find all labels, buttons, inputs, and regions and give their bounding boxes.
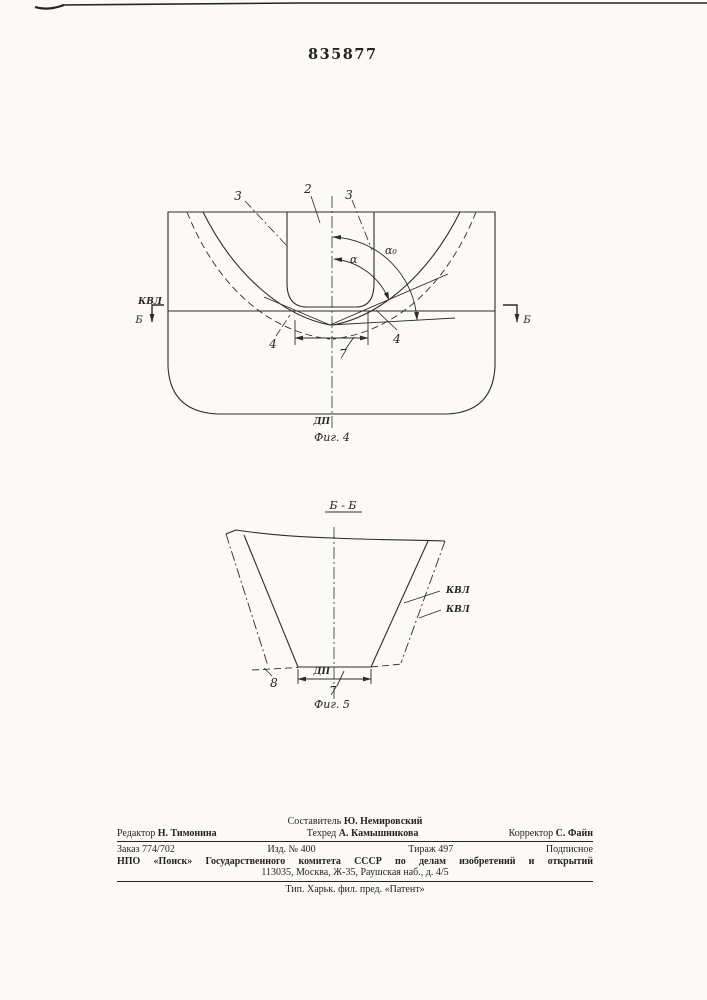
fig5-deck-line	[226, 530, 445, 541]
fig5-caption: Фиг. 5	[314, 698, 350, 711]
fig4-hull-outline	[168, 212, 495, 414]
tirazh: Тираж 497	[408, 844, 454, 855]
podpisnoe: Подписное	[545, 844, 593, 855]
fig4-label-alpha: α	[350, 253, 358, 266]
fig4-frame-dashed-right	[333, 212, 476, 339]
compiler-line	[117, 816, 593, 828]
order-number: Заказ 774/702	[117, 844, 175, 855]
corrector-cell	[509, 828, 593, 840]
fig4-dimension	[295, 313, 368, 350]
corrector-label: Корректор	[508, 827, 554, 839]
fig4-label-2: 2	[304, 182, 312, 196]
editor-cell	[117, 828, 217, 840]
fig4-angle-line-alpha0	[330, 318, 455, 325]
staff-line	[117, 828, 593, 840]
fig4-label-kvl: КВЛ	[138, 297, 162, 307]
fig5-label-kvl-top: КВЛ	[446, 586, 470, 596]
fig5-label-dp: ДП	[313, 667, 330, 677]
fig4-label-3-right: 3	[345, 188, 353, 202]
page-number: 835877	[308, 46, 378, 63]
fig4-arc-alpha	[334, 259, 389, 300]
fig4-drawing	[152, 196, 517, 431]
fig5-side-outer-left	[226, 534, 268, 666]
fig5-bottom-dashed-right	[371, 664, 402, 667]
compiler-label: Составитель	[287, 816, 342, 827]
fig5-drawing	[226, 512, 445, 699]
address-line: 113035, Москва, Ж-35, Раушская наб., д. 4/5	[261, 867, 449, 878]
printer-line: Тип. Харьк. фил. пред. «Патент»	[117, 881, 593, 896]
fig4-frame-solid-left	[203, 212, 330, 325]
fig4-label-4-left: 4	[269, 337, 277, 351]
editor-label: Редактор	[117, 827, 156, 839]
fig4-keel-trunk	[287, 212, 374, 307]
org-line: НПО «Поиск» Государственного комитета СССР по делам изобретений и открытий	[117, 855, 593, 867]
fig4-label-b-left: Б	[135, 315, 143, 326]
fig5-section-title: Б - Б	[329, 499, 357, 512]
corrector-name: С. Файн	[555, 827, 593, 839]
fig4-label-4-right: 4	[393, 332, 401, 346]
fig4-label-dp: ДП	[313, 417, 330, 427]
fig5-side-inner-right	[371, 541, 428, 667]
editor-name: Н. Тимонина	[157, 827, 217, 839]
publication-footer	[117, 816, 593, 895]
techred-cell	[307, 828, 419, 840]
techred-name: А. Камышникова	[338, 827, 419, 839]
scan-edge-artifact	[35, 3, 707, 9]
techred-label: Техред	[306, 827, 337, 839]
fig4-label-3-left: 3	[234, 189, 242, 203]
compiler-name: Ю. Немировский	[343, 816, 423, 827]
fig5-bottom-dashed-left	[252, 668, 298, 671]
fig5-label-8: 8	[270, 676, 278, 690]
fig5-leaders	[264, 591, 441, 676]
izd-number: Изд. № 400	[267, 844, 316, 855]
fig4-label-alpha0: α₀	[385, 244, 397, 257]
fig5-label-kvl-bottom: КВЛ	[446, 605, 470, 615]
fig4-caption: Фиг. 4	[314, 431, 350, 444]
fig4-frame-dashed-left	[187, 212, 330, 339]
fig4-label-7: 7	[339, 347, 347, 361]
fig5-label-7: 7	[329, 684, 337, 698]
print-info-line	[117, 841, 593, 856]
fig4-label-b-right: Б	[523, 315, 531, 326]
fig5-side-inner-left	[244, 535, 298, 667]
